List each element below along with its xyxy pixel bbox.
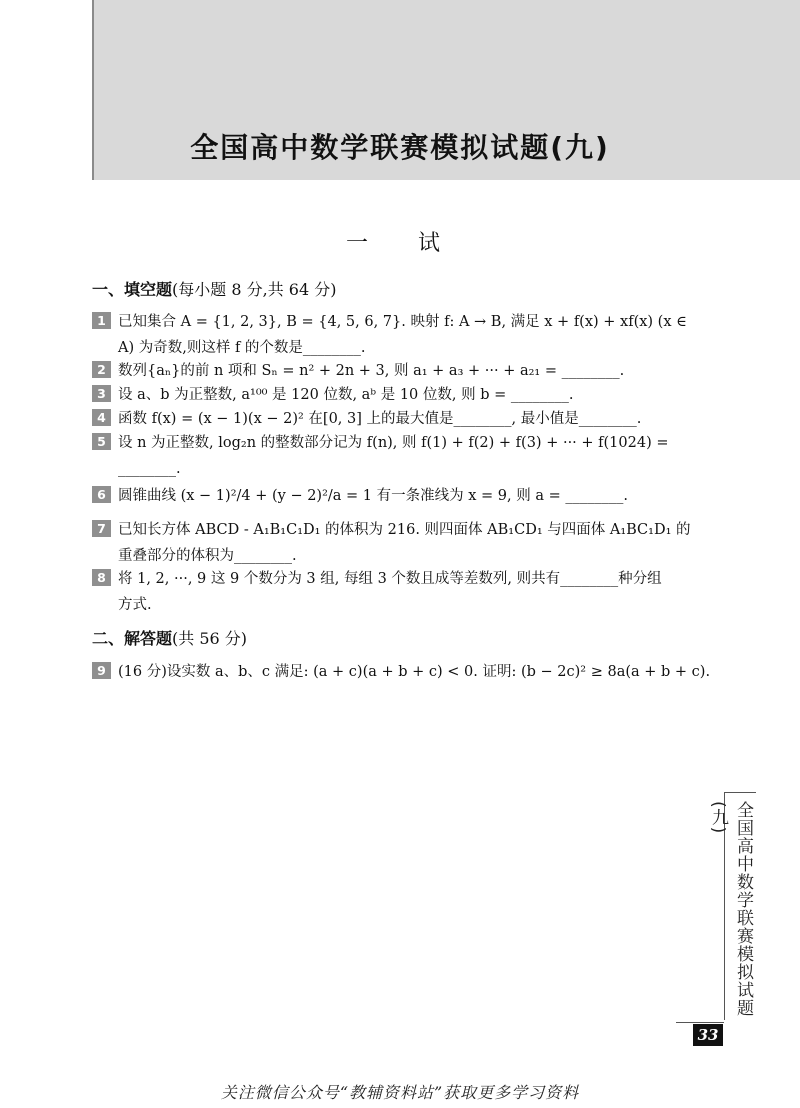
question-text: 圆锥曲线 (x − 1)²/4 + (y − 2)²/a = 1 有一条准线为 x = 9, 则 a = ________. xyxy=(118,488,628,504)
section-heading-note: (每小题 8 分,共 64 分) xyxy=(172,280,337,299)
question-number-badge: 1 xyxy=(92,312,111,329)
question-text: 已知长方体 ABCD - A₁B₁C₁D₁ 的体积为 216. 则四面体 AB₁CD₁ 与四面体 A₁BC₁D₁ 的 xyxy=(118,522,691,538)
question-text: 设 n 为正整数, log₂n 的整数部分记为 f(n), 则 f(1) + f(2) + f(3) + ··· + f(1024) = xyxy=(118,435,669,451)
section-heading-fill-in xyxy=(92,277,336,300)
question-9 xyxy=(92,659,717,685)
question-text: 将 1, 2, ···, 9 这 9 个数分为 3 组, 每组 3 个数且成等差数列, 则共有________种分组 xyxy=(118,571,662,587)
question-6 xyxy=(92,483,717,509)
question-number-badge: 4 xyxy=(92,409,111,426)
question-2 xyxy=(92,358,717,384)
question-3 xyxy=(92,382,717,408)
question-5 xyxy=(92,430,717,482)
question-text: 设 a、b 为正整数, a¹⁰⁰ 是 120 位数, aᵇ 是 10 位数, 则 b = ________. xyxy=(118,387,574,403)
question-number-badge: 9 xyxy=(92,662,111,679)
question-text: (16 分)设实数 a、b、c 满足: (a + c)(a + b + c) < 0. 证明: (b − 2c)² ≥ 8a(a + b + c). xyxy=(118,664,711,680)
question-text: 数列{aₙ}的前 n 项和 Sₙ = n² + 2n + 3, 则 a₁ + a₃ + ··· + a₂₁ = ________. xyxy=(118,363,625,379)
question-number-badge: 7 xyxy=(92,520,111,537)
question-number-badge: 6 xyxy=(92,486,111,503)
question-7 xyxy=(92,517,717,569)
question-number-badge: 2 xyxy=(92,361,111,378)
question-text: 函数 f(x) = (x − 1)(x − 2)² 在[0, 3] 上的最大值是________, 最小值是________. xyxy=(118,411,642,427)
page-number-rule xyxy=(676,1022,724,1023)
question-8 xyxy=(92,566,717,618)
question-text-continued: A) 为奇数,则这样 f 的个数是________. xyxy=(118,340,366,356)
question-text-continued: 方式. xyxy=(118,597,152,613)
question-number-badge: 8 xyxy=(92,569,111,586)
section-heading-label: 一、填空题 xyxy=(92,280,173,299)
page-number: 33 xyxy=(693,1024,723,1046)
question-text-continued: ________. xyxy=(118,461,181,477)
question-4 xyxy=(92,406,717,432)
question-1 xyxy=(92,309,717,361)
question-number-badge: 3 xyxy=(92,385,111,402)
side-tab-title: 全国高中数学联赛模拟试题(九) xyxy=(724,792,756,1020)
section-heading-label: 二、解答题 xyxy=(92,629,173,648)
footer-note: 关注微信公众号“教辅资料站”获取更多学习资料 xyxy=(220,1083,580,1102)
question-text-continued: 重叠部分的体积为________. xyxy=(118,548,297,564)
part-title: 一 试 xyxy=(345,231,454,256)
question-text: 已知集合 A = {1, 2, 3}, B = {4, 5, 6, 7}. 映射 f: A → B, 满足 x + f(x) + xf(x) (x ∈ xyxy=(118,314,687,330)
question-number-badge: 5 xyxy=(92,433,111,450)
page-title: 全国高中数学联赛模拟试题(九) xyxy=(190,131,610,164)
section-heading-proof xyxy=(92,626,247,649)
section-heading-note: (共 56 分) xyxy=(172,629,248,648)
